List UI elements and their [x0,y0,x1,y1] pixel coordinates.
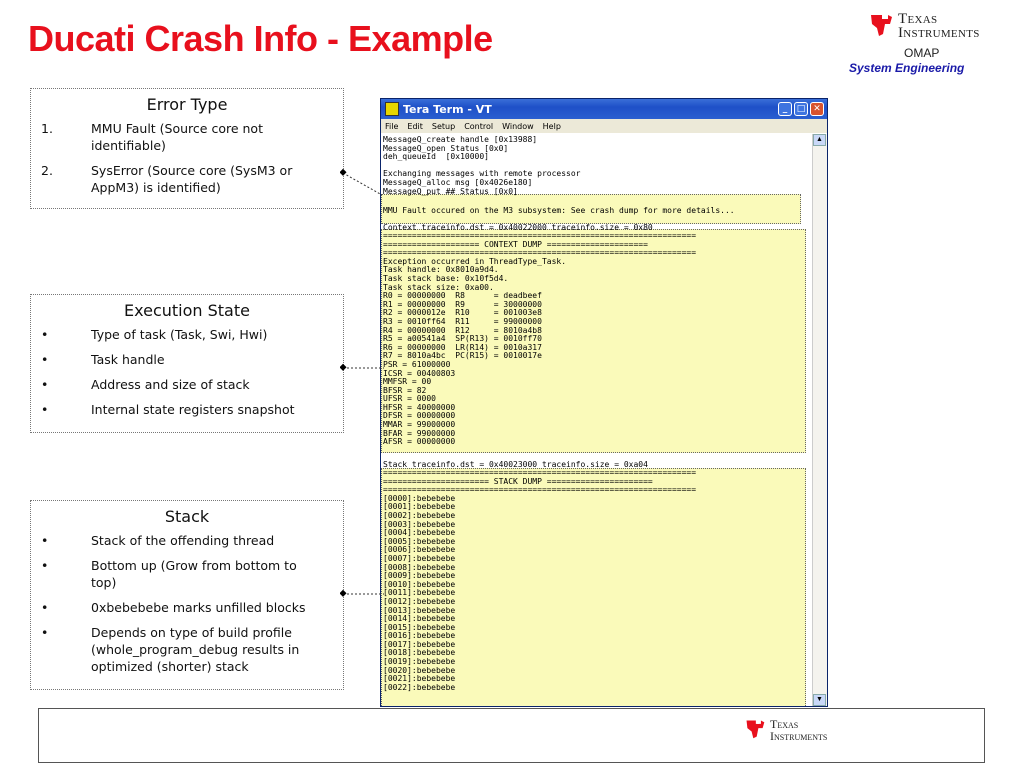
terminal-stack-line: Stack traceinfo.dst = 0x40023000 traceinfo.size = 0xa04 [383,460,648,469]
error-type-list [31,120,343,196]
error-type-box [30,88,344,209]
menu-item-file[interactable]: File [385,121,399,131]
terminal-output[interactable] [381,134,813,706]
stack-title: Stack [164,507,210,526]
ti-logo-line2: Instruments [898,25,980,41]
list-item: • Bottom up (Grow from bottom to top) [41,558,297,590]
window-titlebar[interactable] [381,99,827,119]
connector-execution [340,362,384,374]
minimize-icon[interactable]: _ [778,102,792,116]
window-title: Tera Term - VT [403,102,492,116]
menu-item-window[interactable]: Window [502,121,534,131]
terminal-mmu-line: MMU Fault occured on the M3 subsystem: See crash dump for more details... [383,206,735,215]
terminal-context-line: Context traceinfo.dst = 0x40022000 traceinfo.size = 0x80 [383,223,653,232]
execution-state-list [31,326,343,418]
menu-item-control[interactable]: Control [464,121,494,131]
terminal-context-dump: ================================================================= ==================== CONTEXT DUMP ===================== ================================================================= Exception occurred in ThreadType_Task. Task handle: 0x8010a9d4. Task stack base: 0x10f5d4. Task stack size: 0xa00. R0 = 00000000 R8 = deadbeef R1 = 00000000 R9 = 30000000 R2 = 0000012e R10 = 001003e8 R3 = 0010ff64 R11 = 99000000 R4 = 00000000 R12 = 8010a4b8 R5 = a00541a4 SP(R13) = 0010ff70 R6 = 00000000 LR(R14) = 0010a317 R7 = 8010a4bc PC(R15) = 0010017e PSR = 61000000 ICSR = 00400803 MMFSR = 00 BFSR = 82 UFSR = 0000 HFSR = 40000000 DFSR = 00000000 MMAR = 99000000 BFAR = 99000000 AFSR = 00000000 [383,231,697,447]
execution-state-box [30,294,344,433]
maximize-icon[interactable]: □ [794,102,808,116]
terminal-top-lines: MessageQ_create handle [0x13988] MessageQ_open Status [0x0] deh_queueId [0x10000] Exchanging messages with remote processor MessageQ_alloc msg [0x4026e180] MessageQ_put ## Status [0x0] [383,135,581,196]
omap-label: OMAP [904,46,940,60]
list-item: • Type of task (Task, Swi, Hwi) [41,327,268,342]
ti-logo-icon [868,12,894,38]
list-item: • Internal state registers snapshot [41,402,295,417]
execution-state-title: Execution State [124,301,250,320]
connector-error [340,168,384,198]
list-item: 1. MMU Fault (Source core not identifiable) [41,121,263,153]
stack-list [31,532,343,675]
list-item: 2. SysError (Source core (SysM3 or AppM3) is identified) [41,163,293,195]
tera-term-window[interactable] [380,98,828,707]
ti-logo-icon [744,718,766,740]
system-engineering-label: System Engineering [849,61,965,75]
menu-item-help[interactable]: Help [542,121,561,131]
close-icon[interactable]: ✕ [810,102,824,116]
scroll-down-icon[interactable]: ▼ [813,694,826,706]
tera-term-app-icon [385,102,399,116]
menu-item-setup[interactable]: Setup [431,121,456,131]
stack-box [30,500,344,690]
list-item: • Stack of the offending thread [41,533,275,548]
menu-bar [381,119,827,133]
error-type-title: Error Type [146,95,228,114]
vertical-scrollbar[interactable] [812,134,827,706]
scroll-up-icon[interactable]: ▲ [813,134,826,146]
ti-footer-line2: Instruments [770,729,828,743]
slide-title: Ducati Crash Info - Example [28,18,493,59]
ti-footer-line1: Texas [770,717,799,731]
ti-footer-logo [744,718,827,742]
ti-logo-line1: Texas [898,11,938,27]
footer-bar [38,708,985,763]
terminal-stack-dump: ================================================================= ====================== STACK DUMP ====================== ================================================================= [0000]:bebebebe [0001]:bebebebe [0002]:bebebebe [0003]:bebebebe [0004]:bebebebe [0005]:bebebebe [0006]:bebebebe [0007]:bebebebe [0008]:bebebebe [0009]:bebebebe [0010]:bebebebe [0011]:bebebebe [0012]:bebebebe [0013]:bebebebe [0014]:bebebebe [0015]:bebebebe [0016]:bebebebe [0017]:bebebebe [0018]:bebebebe [0019]:bebebebe [0020]:bebebebe [0021]:bebebebe [0022]:bebebebe [383,468,697,692]
list-item: • Depends on type of build profile (whole_program_debug results in optimized (shorter) stack [41,625,300,674]
list-item: • 0xbebebebe marks unfilled blocks [41,600,306,615]
ti-logo [868,12,980,40]
connector-stack [340,588,384,600]
list-item: • Address and size of stack [41,377,250,392]
list-item: • Task handle [41,352,165,367]
menu-item-edit[interactable]: Edit [407,121,423,131]
